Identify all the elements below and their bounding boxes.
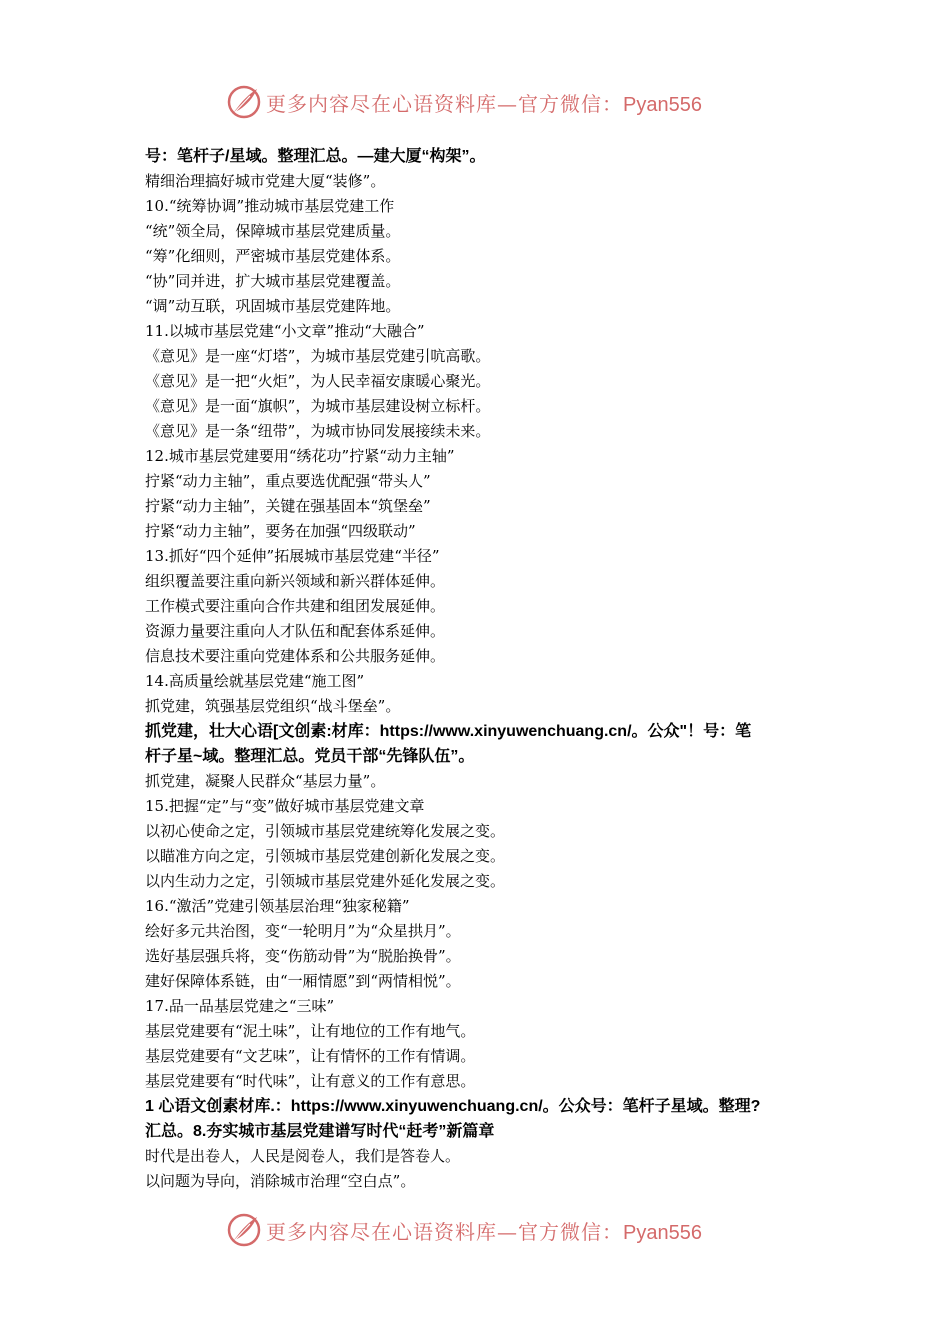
text-line: 抓党建，壮大心语[文创素:材库：https://www.xinyuwenchuang.cn/。公众"！号：笔	[145, 723, 752, 740]
text-line: 拧紧“动力主轴”，重点要选优配强“带头人”	[145, 472, 431, 490]
text-line: 以内生动力之定，引领城市基层党建外延化发展之变。	[145, 872, 506, 890]
section-heading: 11.以城市基层党建“小文章”推动“大融合”	[145, 322, 425, 340]
banner-text: 更多内容尽在心语资料库—官方微信：Pyan556	[266, 91, 702, 116]
text-line: 资源力量要注重向人才队伍和配套体系延伸。	[145, 622, 446, 640]
text-line: 拧紧“动力主轴”，要务在加强“四级联动”	[145, 522, 416, 540]
section-heading: 16.“激活”党建引领基层治理“独家秘籍”	[145, 897, 410, 915]
text-line: 信息技术要注重向党建体系和公共服务延伸。	[145, 647, 446, 665]
section-heading: 17.品一品基层党建之“三味”	[145, 997, 335, 1015]
text-line: “统”领全局，保障城市基层党建质量。	[145, 222, 401, 240]
text-line: 号：笔杆子/星域。整理汇总。—建大厦“构架”。	[145, 148, 486, 165]
section-heading: 14.高质量绘就基层党建“施工图”	[145, 672, 365, 690]
text-line: 精细治理搞好城市党建大厦“装修”。	[145, 172, 386, 190]
text-line: 绘好多元共治图，变“一轮明月”为“众星拱月”。	[145, 922, 461, 940]
text-line: 时代是出卷人，人民是阅卷人，我们是答卷人。	[145, 1147, 461, 1165]
text-line: 拧紧“动力主轴”，关键在强基固本“筑堡垒”	[145, 497, 431, 515]
text-line: 基层党建要有“泥土味”，让有地位的工作有地气。	[145, 1022, 476, 1040]
section-heading: 12.城市基层党建要用“绣花功”拧紧“动力主轴”	[145, 447, 455, 465]
section-heading: 15.把握“定”与“变”做好城市基层党建文章	[145, 797, 425, 815]
quill-logo-icon	[226, 1212, 262, 1248]
text-line: 杆子星~域。整理汇总。党员干部“先锋队伍”。	[145, 748, 475, 765]
text-line: 以瞄准方向之定，引领城市基层党建创新化发展之变。	[145, 847, 506, 865]
text-line: 《意见》是一条“纽带”，为城市协同发展接续未来。	[145, 422, 491, 440]
text-line: 《意见》是一把“火炬”，为人民幸福安康暖心聚光。	[145, 372, 491, 390]
section-heading: 13.抓好“四个延伸”拓展城市基层党建“半径”	[145, 547, 440, 565]
text-line: 抓党建，筑强基层党组织“战斗堡垒”。	[145, 697, 401, 715]
text-line: “筹”化细则，严密城市基层党建体系。	[145, 247, 401, 265]
quill-logo-icon	[226, 84, 262, 120]
text-line: 基层党建要有“文艺味”，让有情怀的工作有情调。	[145, 1047, 476, 1065]
text-line: 建好保障体系链，由“一厢情愿”到“两情相悦”。	[145, 972, 461, 990]
text-line: 选好基层强兵将，变“伤筋动骨”为“脱胎换骨”。	[145, 947, 461, 965]
footer-banner	[0, 1208, 950, 1252]
text-line: 抓党建，凝聚人民群众“基层力量”。	[145, 772, 386, 790]
header-banner	[0, 80, 950, 124]
section-heading: 汇总。8.夯实城市基层党建谱写时代“赶考”新篇章	[145, 1123, 495, 1140]
text-line: 以初心使命之定，引领城市基层党建统筹化发展之变。	[145, 822, 506, 840]
wechat-id: Pyan556	[623, 1221, 702, 1244]
banner-text: 更多内容尽在心语资料库—官方微信：Pyan556	[266, 1219, 702, 1244]
text-line: 工作模式要注重向合作共建和组团发展延伸。	[145, 597, 446, 615]
wechat-id: Pyan556	[623, 93, 702, 116]
text-line: 《意见》是一座“灯塔”，为城市基层党建引吭高歌。	[145, 347, 491, 365]
document-body	[145, 144, 825, 1194]
text-line: 组织覆盖要注重向新兴领域和新兴群体延伸。	[145, 572, 446, 590]
text-line: 《意见》是一面“旗帜”，为城市基层建设树立标杆。	[145, 397, 491, 415]
section-heading: 10.“统筹协调”推动城市基层党建工作	[145, 197, 395, 215]
text-line: 1 心语文创素材库.：https://www.xinyuwenchuang.cn/。公众号：笔杆子星域。整理?	[145, 1098, 761, 1115]
text-line: “调”动互联，巩固城市基层党建阵地。	[145, 297, 401, 315]
text-line: 基层党建要有“时代味”，让有意义的工作有意思。	[145, 1072, 476, 1090]
text-line: “协”同并进，扩大城市基层党建覆盖。	[145, 272, 401, 290]
text-line: 以问题为导向，消除城市治理“空白点”。	[145, 1172, 416, 1190]
